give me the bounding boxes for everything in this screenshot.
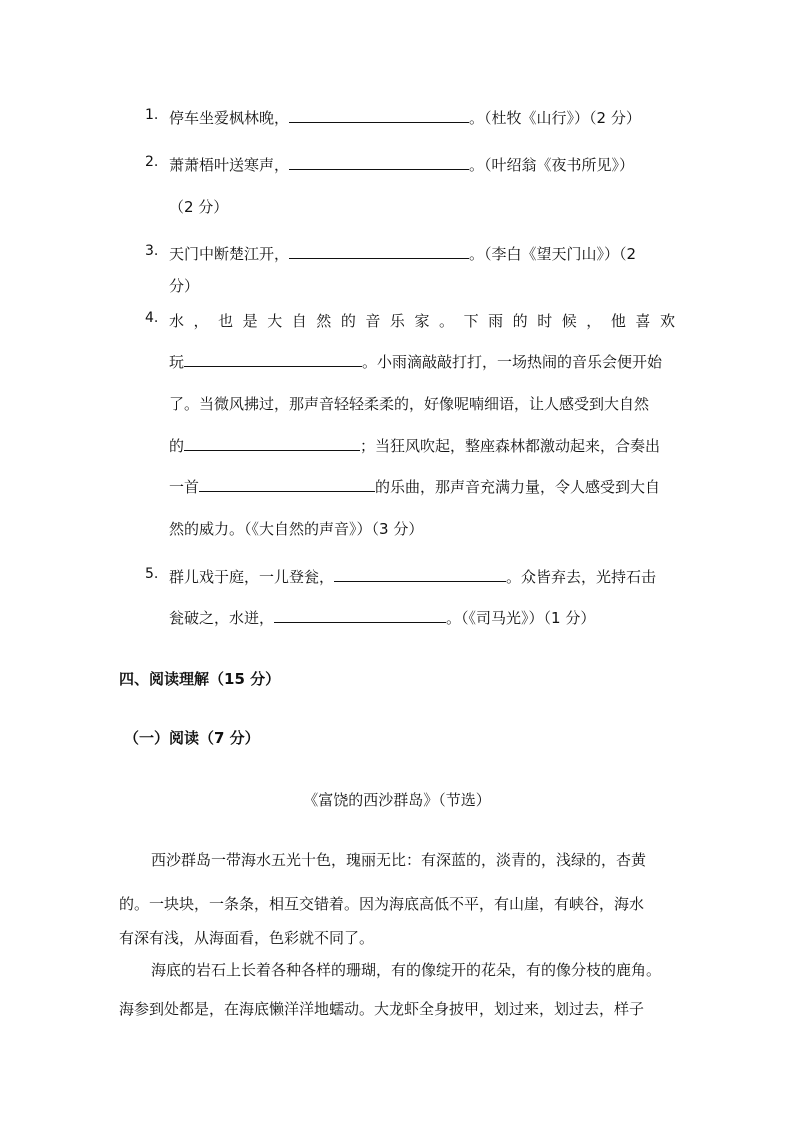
answer-blank[interactable] (289, 155, 469, 170)
article-line: 海底的岩石上长着各种各样的珊瑚，有的像绽开的花朵，有的像分枝的鹿角。 (151, 961, 662, 979)
answer-blank[interactable] (289, 244, 469, 259)
question-text: 。（《司马光》）（1 分） (446, 609, 596, 627)
char: 雨 (488, 312, 504, 330)
char: 。 (439, 312, 455, 330)
article-title: 《富饶的西沙群岛》（节选） (303, 791, 491, 809)
question-text: 的乐曲，那声音充满力量，令人感受到大自 (375, 478, 661, 496)
char: ， (193, 312, 209, 330)
char: 他 (610, 312, 626, 330)
question-text: 然的威力。（《大自然的声音》）（3 分） (169, 520, 424, 538)
question-number: 3. (145, 243, 159, 259)
question-text: 停车坐爱枫林晚， (169, 109, 290, 127)
char: 时 (537, 312, 553, 330)
char: 自 (291, 312, 307, 330)
question-text: 群儿戏于庭，一儿登瓮， (169, 568, 335, 586)
char: 欢 (659, 312, 675, 330)
question-text: 。小雨滴敲敲打打，一场热闹的音乐会便开始 (362, 353, 663, 371)
question-line (169, 107, 641, 128)
char: 的 (340, 312, 356, 330)
question-number: 1. (145, 107, 159, 123)
answer-blank[interactable] (334, 567, 506, 582)
char: 乐 (389, 312, 405, 330)
question-line (169, 566, 656, 587)
question-text: （2 分） (169, 198, 229, 216)
question-text: 一首 (169, 478, 200, 496)
question-line (169, 154, 634, 175)
char: ， (586, 312, 602, 330)
char: 也 (218, 312, 234, 330)
question-line (169, 196, 228, 217)
subsection-heading: （一）阅读（7 分） (124, 729, 260, 747)
char: 是 (242, 312, 258, 330)
char: 然 (316, 312, 332, 330)
question-text: 分） (169, 277, 200, 295)
char: 大 (267, 312, 283, 330)
char: 家 (414, 312, 430, 330)
answer-blank[interactable] (199, 477, 375, 492)
char: 下 (463, 312, 479, 330)
question-number: 2. (145, 154, 159, 170)
question-line (169, 275, 199, 296)
answer-blank[interactable] (289, 108, 469, 123)
question-text: 玩 (169, 353, 185, 371)
article-line: 有深有浅，从海面看，色彩就不同了。 (119, 929, 375, 947)
answer-blank[interactable] (274, 608, 446, 623)
question-line-justified (169, 310, 675, 331)
answer-blank[interactable] (184, 436, 360, 451)
question-text: 萧萧梧叶送寒声， (169, 156, 290, 174)
question-text: 。众皆弃去，光持石击 (506, 568, 657, 586)
char: 水 (169, 312, 185, 330)
char: 喜 (635, 312, 651, 330)
char: 的 (512, 312, 528, 330)
question-text: 。（杜牧《山行》）（2 分） (469, 109, 641, 127)
question-text: 了。当微风拂过，那声音轻轻柔柔的，好像呢喃细语，让人感受到大自然 (169, 395, 650, 413)
question-text: 的 (169, 437, 185, 455)
question-text: 瓮破之，水迸， (169, 609, 275, 627)
answer-blank[interactable] (184, 352, 362, 367)
article-line: 海参到处都是，在海底懒洋洋地蠕动。大龙虾全身披甲，划过来，划过去，样子 (119, 1000, 645, 1018)
char: 音 (365, 312, 381, 330)
question-number: 4. (145, 310, 159, 326)
question-text: 。（叶绍翁《夜书所见》） (469, 156, 635, 174)
question-text: 。（李白《望天门山》）（2 (469, 245, 637, 263)
question-text: 天门中断楚江开， (169, 245, 290, 263)
question-line (169, 435, 660, 456)
question-line (169, 476, 660, 497)
question-text: ；当狂风吹起，整座森林都激动起来，合奏出 (360, 437, 661, 455)
section-heading: 四、阅读理解（15 分） (119, 670, 281, 688)
question-line (169, 607, 595, 628)
article-line: 西沙群岛一带海水五光十色，瑰丽无比：有深蓝的，淡青的，浅绿的，杏黄 (151, 851, 647, 869)
question-number: 5. (145, 566, 159, 582)
question-line (169, 351, 662, 372)
question-line (169, 393, 649, 414)
article-line: 的。一块块，一条条，相互交错着。因为海底高低不平，有山崖，有峡谷，海水 (119, 895, 645, 913)
char: 候 (561, 312, 577, 330)
question-line (169, 243, 636, 264)
question-line (169, 518, 423, 539)
